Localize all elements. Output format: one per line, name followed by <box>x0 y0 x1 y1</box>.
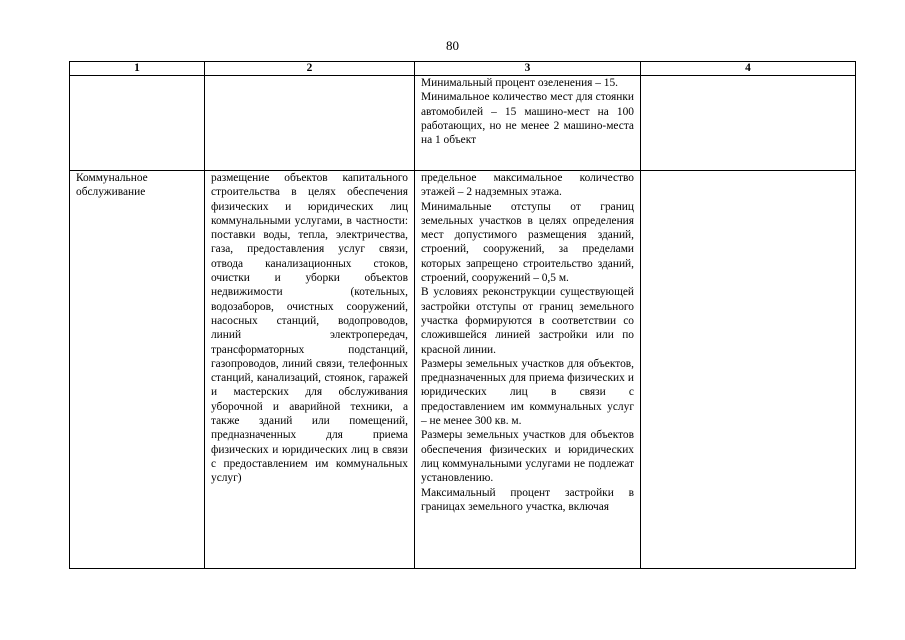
row-continued-col3 <box>415 76 641 171</box>
parameter-paragraph: Минимальный процент озеленения – 15. <box>421 77 619 89</box>
land-use-description <box>205 171 415 569</box>
land-use-description-text: размещение объектов капитального строительства в целях обеспечения физических и юридических лиц коммунальными услугами, в частности: поставки воды, тепла, электричества, газа, предоставления услуг связи, отвода канализационных стоков, очистки и уборки объектов недвижимости (котельных, водозаборов, очистных сооружений, насосных станций, водопроводов, линий электропередач, трансформаторных подстанций, газопроводов, линий связи, телефонных станций, канализаций, стоянок, гаражей и мастерских для обслуживания уборочной и аварийной техники, а также зданий или помещений, предназначенных для приема физических и юридических лиц в связи с предоставлением им коммунальных услуг) <box>211 172 408 485</box>
table-header-row <box>70 62 856 76</box>
table-row <box>70 76 856 171</box>
land-use-name <box>70 171 205 569</box>
land-use-name-text: Коммунальное обслуживание <box>76 172 148 199</box>
parameter-paragraph: предельное максимальное количество этажей – 2 надземных этажа. <box>421 172 634 199</box>
parameter-paragraph: Минимальное количество мест для стоянки автомобилей – 15 машино-мест на 100 работающих, но не менее 2 машино-места на 1 объект <box>421 91 634 147</box>
row-continued-col4 <box>641 76 856 171</box>
page-number: 80 <box>446 38 459 53</box>
land-use-notes <box>641 171 856 569</box>
column-header-4: 4 <box>641 62 856 76</box>
column-header-3: 3 <box>415 62 641 76</box>
parameter-paragraph: Размеры земельных участков для объектов, предназначенных для приема физических и юридических лиц в связи с предоставлением им коммунальных услуг – не менее 300 кв. м. <box>421 357 634 428</box>
land-use-parameters <box>415 171 641 569</box>
row-continued-col1 <box>70 76 205 171</box>
row-continued-col2 <box>205 76 415 171</box>
parameter-paragraph: Размеры земельных участков для объектов обеспечения физических и юридических лиц коммунальными услугами не подлежат установлению. <box>421 429 634 485</box>
parameter-paragraph: В условиях реконструкции существующей застройки отступы от границ земельного участка формируются в соответствии со сложившейся линией застройки или по красной линии. <box>421 286 634 356</box>
parameter-paragraph: Минимальные отступы от границ земельных участков в целях определения мест допустимого размещения зданий, строений, сооружений, за пределами которых запрещено строительство зданий, строений, сооружений – 0,5 м. <box>421 200 634 285</box>
column-header-1: 1 <box>70 62 205 76</box>
column-header-2: 2 <box>205 62 415 76</box>
parameter-paragraph: Максимальный процент застройки в границах земельного участка, включая <box>421 486 634 513</box>
regulations-table <box>69 61 856 569</box>
table-row <box>70 171 856 569</box>
